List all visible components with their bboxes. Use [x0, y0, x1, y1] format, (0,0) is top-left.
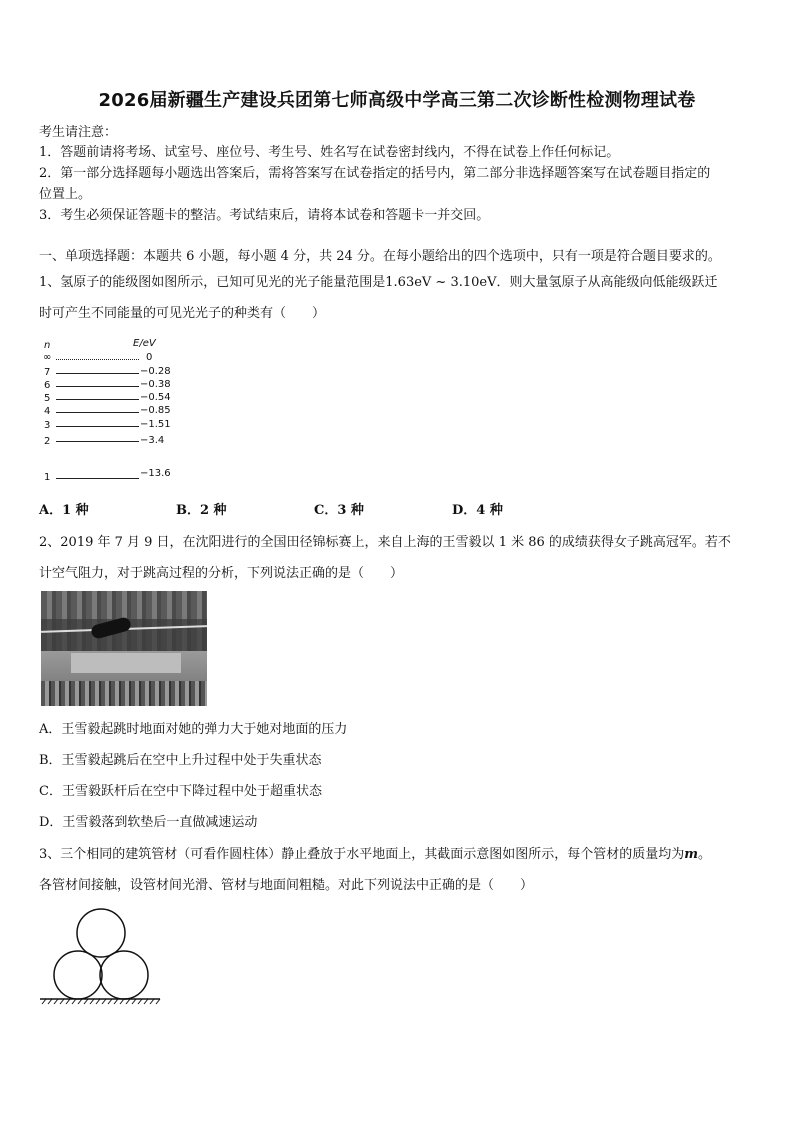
q1-option-c: C．3 种 [314, 503, 364, 518]
q3-text-line1 [39, 843, 711, 862]
section-heading: 一、单项选择题：本题共 6 小题，每小题 4 分，共 24 分。在每小题给出的四个选项中，只有一项是符合题目要求的。 [39, 249, 721, 264]
level-n-6: 6 [44, 380, 51, 391]
level-line-1 [56, 478, 139, 479]
level-e-7: −0.28 [140, 366, 171, 377]
q1-option-a: A．1 种 [39, 503, 89, 518]
level-line-3 [56, 426, 139, 427]
page-title: 2026届新疆生产建设兵团第七师高级中学高三第二次诊断性检测物理试卷 [98, 90, 696, 111]
level-e-5: −0.54 [140, 392, 171, 403]
stacked-pipes-diagram [38, 905, 162, 1005]
notice-item-3: 3．考生必须保证答题卡的整洁。考试结束后，请将本试卷和答题卡一并交回。 [39, 208, 490, 223]
high-jump-photo [41, 591, 207, 706]
level-e-4: −0.85 [140, 405, 171, 416]
q3-text-line1-main: 3、三个相同的建筑管材（可看作圆柱体）静止叠放于水平地面上，其截面示意图如图所示，每个管材的质量均为 [39, 847, 685, 862]
level-e-6: −0.38 [140, 379, 171, 390]
level-e-1: −13.6 [140, 468, 171, 479]
pipe-top [77, 909, 125, 957]
level-line-inf [56, 359, 139, 360]
level-n-2: 2 [44, 436, 51, 447]
level-e-3: −1.51 [140, 419, 171, 430]
notice-item-2: 2．第一部分选择题每小题选出答案后，需将答案写在试卷指定的括号内，第二部分非选择题答案写在试卷题目指定的 [39, 166, 711, 181]
q1-option-d: D．4 种 [452, 503, 503, 518]
level-line-7 [56, 373, 139, 374]
q2-text-line2: 计空气阻力，对于跳高过程的分析，下列说法正确的是（ ） [39, 566, 404, 581]
q3-text-line2: 各管材间接触，设管材间光滑、管材与地面间粗糙。对此下列说法中正确的是（ ） [39, 878, 534, 893]
level-n-5: 5 [44, 393, 51, 404]
level-n-7: 7 [44, 367, 51, 378]
q1-text-line2: 时可产生不同能量的可见光光子的种类有（ ） [39, 306, 326, 321]
level-line-6 [56, 386, 139, 387]
level-n-4: 4 [44, 406, 51, 417]
notice-header: 考生请注意： [39, 125, 118, 140]
pipe-bottom-right [100, 951, 148, 999]
level-n-inf: ∞ [43, 352, 52, 363]
q3-mass-symbol: m [684, 847, 699, 862]
pipe-bottom-left [54, 951, 102, 999]
q1-text-line1: 1、氢原子的能级图如图所示，已知可见光的光子能量范围是1.63eV ~ 3.10eV．则大量氢原子从高能级向低能级跃迁 [39, 275, 718, 290]
q2-text-line1: 2、2019 年 7 月 9 日，在沈阳进行的全国田径锦标赛上，来自上海的王雪毅以 1 米 86 的成绩获得女子跳高冠军。若不 [39, 535, 731, 550]
level-line-2 [56, 441, 139, 442]
q3-text-line1-end: 。 [698, 847, 712, 862]
q2-option-b: B．王雪毅起跳后在空中上升过程中处于失重状态 [39, 753, 322, 768]
q2-option-a: A．王雪毅起跳时地面对她的弹力大于她对地面的压力 [39, 722, 348, 737]
diagram-e-label: E/eV [133, 338, 156, 349]
level-n-1: 1 [44, 472, 51, 483]
level-line-5 [56, 399, 139, 400]
photo-crowd [41, 681, 207, 706]
level-e-inf: 0 [146, 352, 153, 363]
level-e-2: −3.4 [140, 435, 165, 446]
diagram-n-label: n [44, 340, 51, 351]
level-line-4 [56, 412, 139, 413]
photo-mat [71, 653, 181, 673]
q2-option-d: D．王雪毅落到软垫后一直做减速运动 [39, 815, 258, 830]
q2-option-c: C．王雪毅跃杆后在空中下降过程中处于超重状态 [39, 784, 322, 799]
notice-item-1: 1．答题前请将考场、试室号、座位号、考生号、姓名写在试卷密封线内，不得在试卷上作任何标记。 [39, 145, 620, 160]
level-n-3: 3 [44, 420, 51, 431]
notice-item-2-cont: 位置上。 [39, 187, 92, 202]
q1-option-b: B．2 种 [176, 503, 227, 518]
